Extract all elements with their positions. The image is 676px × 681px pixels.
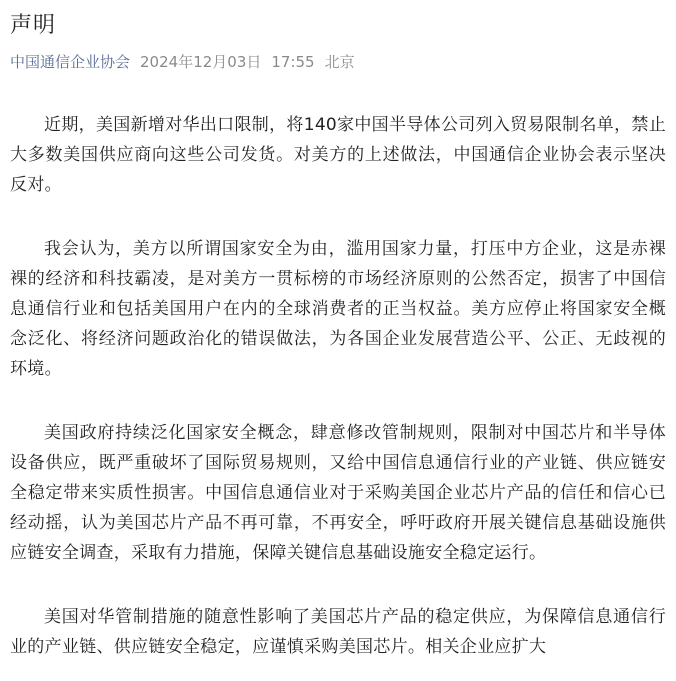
paragraph: 近期，美国新增对华出口限制，将140家中国半导体公司列入贸易限制名单，禁止大多数美国供应商向这些公司发货。对美方的上述做法，中国通信企业协会表示坚决反对。 bbox=[10, 115, 666, 195]
paragraph: 我会认为，美方以所谓国家安全为由，滥用国家力量，打压中方企业，这是赤裸裸的经济和科技霸凌，是对美方一贯标榜的市场经济原则的公然否定，损害了中国信息通信行业和包括美国用户在内的全球消费者的正当权益。美方应停止将国家安全概念泛化、将经济问题政治化的错误做法，为各国企业发展营造公平、公正、无歧视的环境。 bbox=[10, 239, 666, 379]
account-name-link[interactable]: 中国通信企业协会 bbox=[10, 53, 131, 71]
article-meta bbox=[10, 48, 666, 76]
article-content bbox=[10, 110, 666, 662]
article-title: 声明 bbox=[10, 13, 57, 38]
paragraph: 美国政府持续泛化国家安全概念，肆意修改管制规则，限制对中国芯片和半导体设备供应，既严重破坏了国际贸易规则，又给中国信息通信行业的产业链、供应链安全稳定带来实质性损害。中国信息通信业对于采购美国企业芯片产品的信任和信心已经动摇，认为美国芯片产品不再可靠，不再安全，呼吁政府开展关键信息基础设施供应链安全调查，采取有力措施，保障关键信息基础设施安全稳定运行。 bbox=[10, 423, 666, 563]
publish-location: 北京 bbox=[324, 53, 355, 71]
publish-date: 2024年12月03日 bbox=[140, 53, 262, 71]
publish-time: 17:55 bbox=[271, 53, 315, 71]
paragraph: 美国对华管制措施的随意性影响了美国芯片产品的稳定供应，为保障信息通信行业的产业链、供应链安全稳定，应谨慎采购美国芯片。相关企业应扩大 bbox=[10, 607, 666, 657]
